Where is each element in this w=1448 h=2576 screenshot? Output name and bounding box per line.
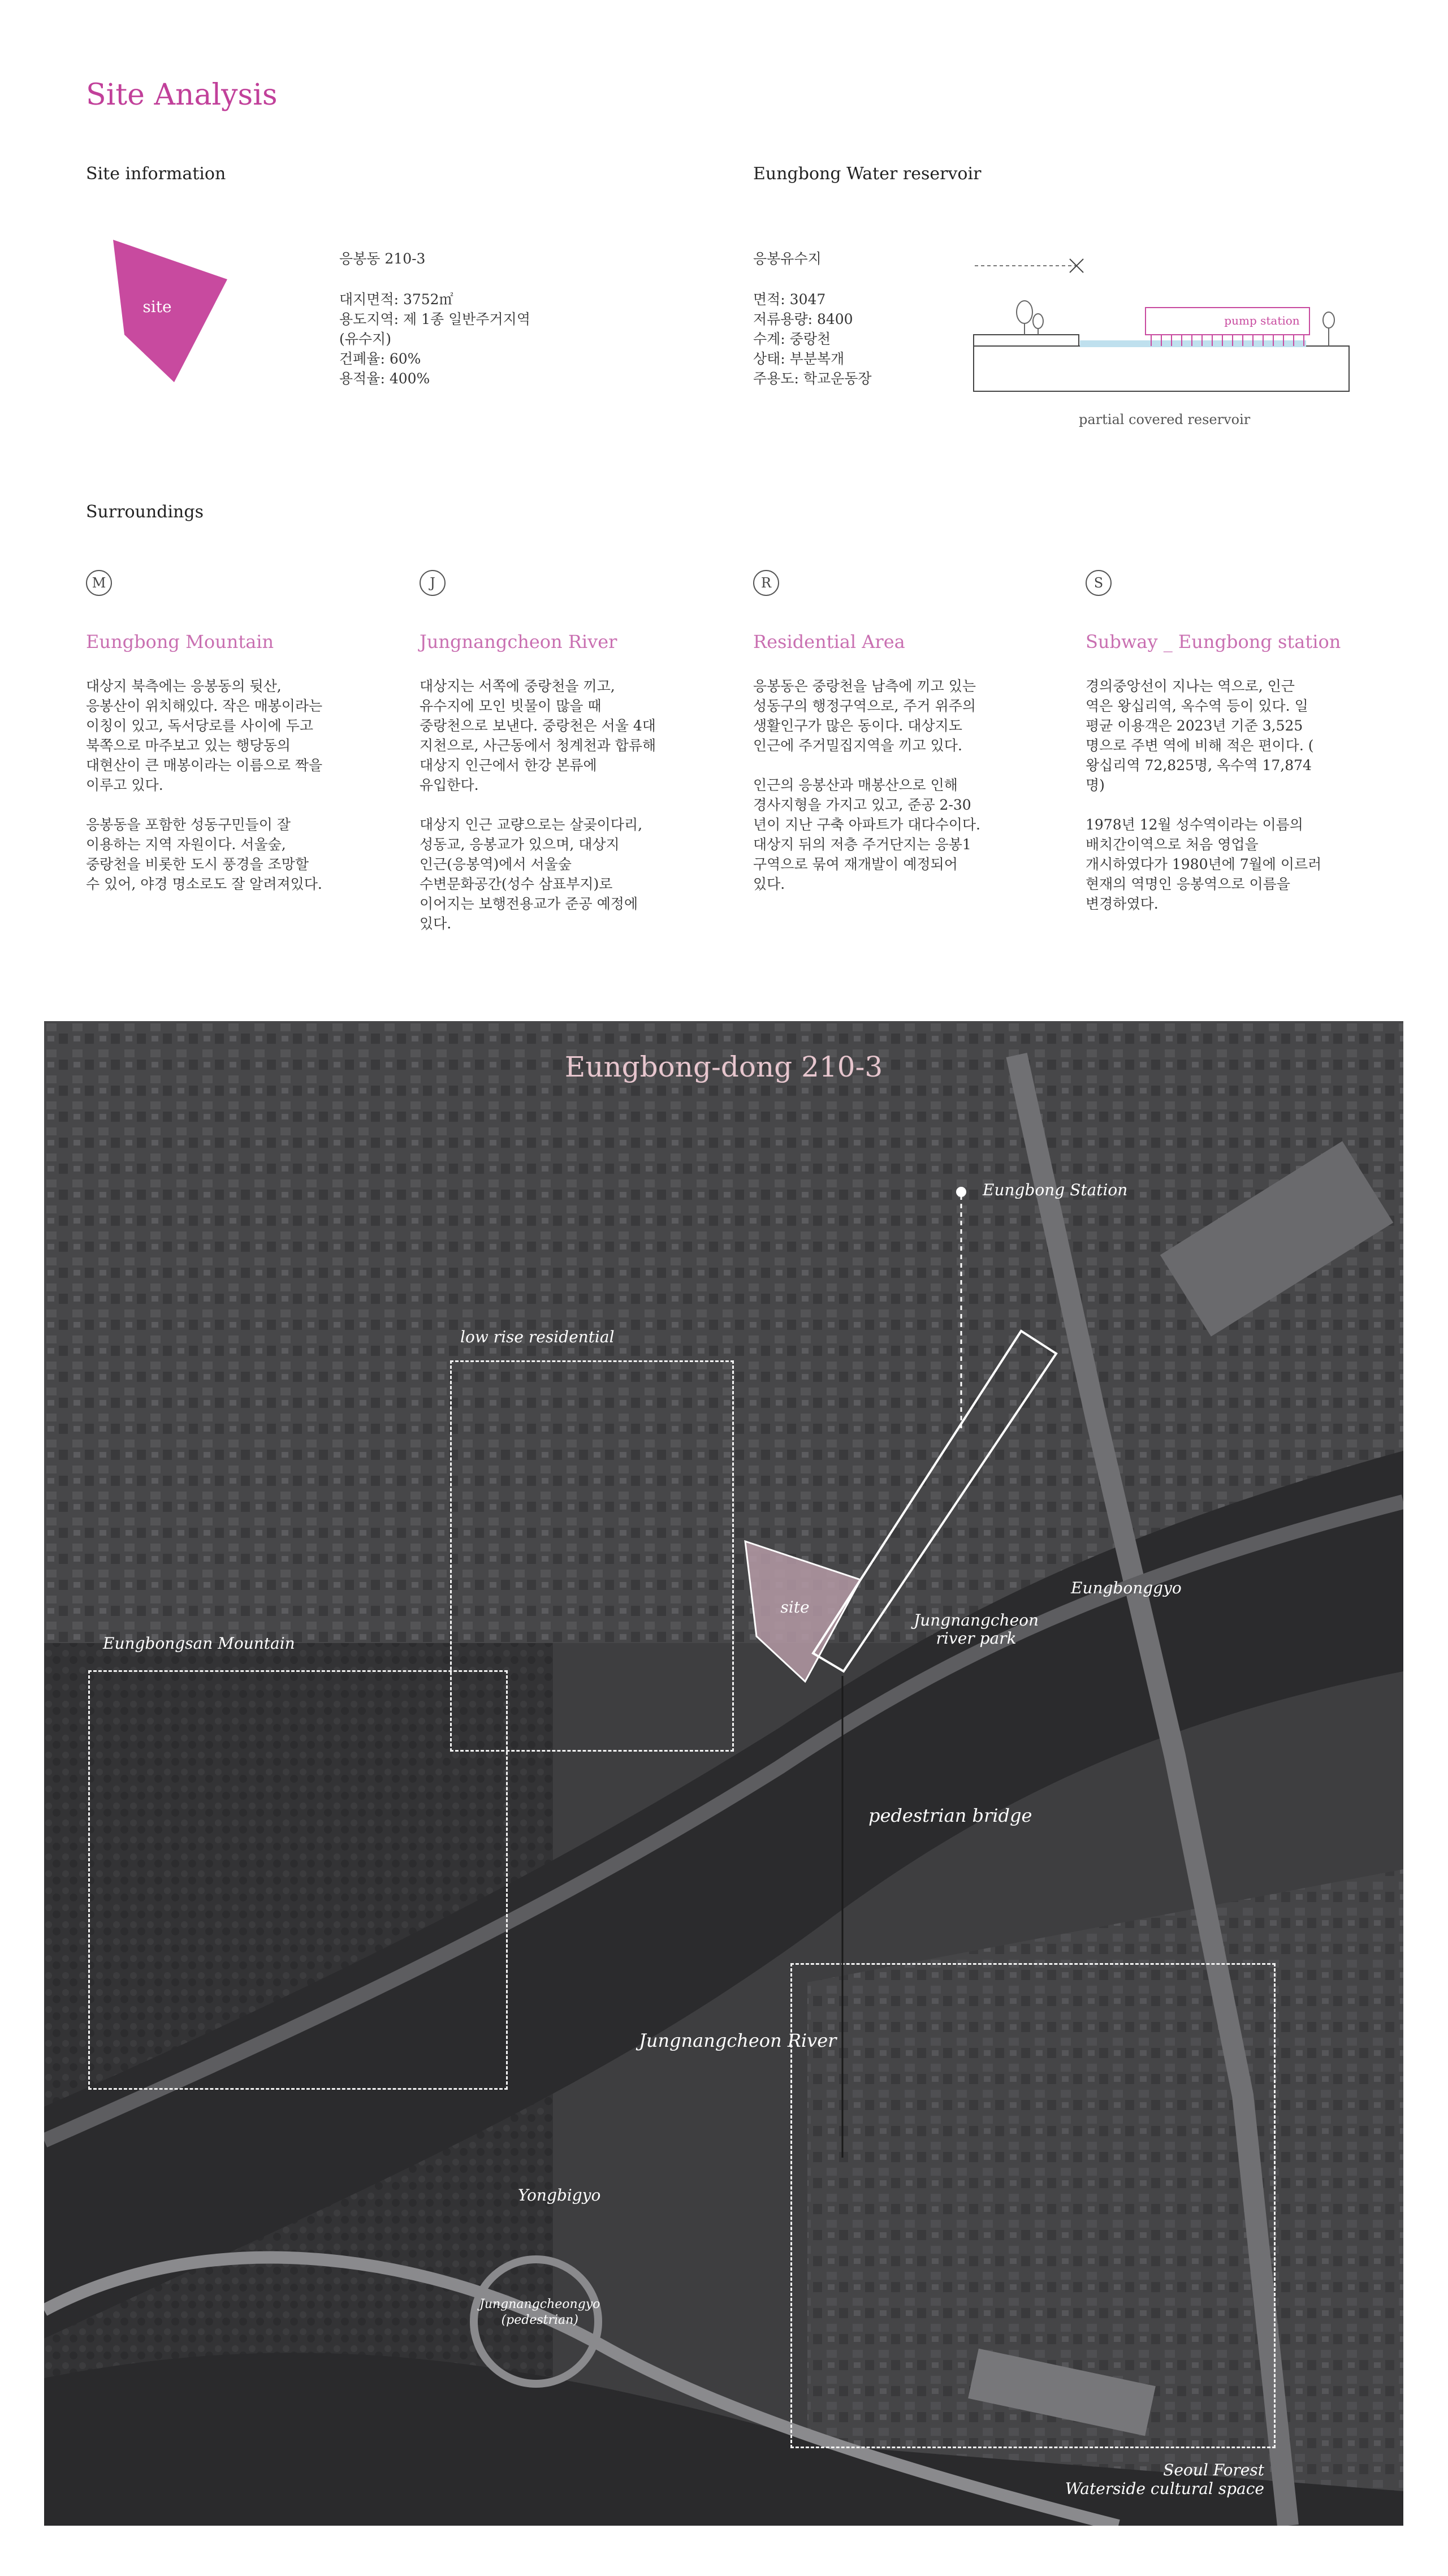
reservoir-details: 면적: 3047 저류용량: 8400 수계: 중랑천 상태: 부분복개 주용도: 학교운동장 bbox=[753, 291, 872, 387]
pump-station-label: pump station bbox=[1224, 314, 1300, 327]
pedestrian-bridge-label: pedestrian bridge bbox=[868, 1805, 1032, 1826]
column-body-river: 대상지는 서쪽에 중랑천을 끼고, 유수지에 모인 빗물이 많을 때 중랑천으로 보낸다. 중랑천은 서울 4대 지천으로, 사근동에서 청계천과 합류해 대상지 인근에서 한강 본류에 유입한다. 대상지 인근 교량으로는 살곶이다리, 성동교, 응봉교가 있으며, 대상지 인근(응봉역)에서 서울숲 수변문화공간(성수 삼표부지)로 이어지는 보행전용교가 준공 예정에 있다. bbox=[420, 678, 656, 932]
column-body-mountain: 대상지 북측에는 응봉동의 뒷산, 응봉산이 위치해있다. 작은 매봉이라는 이칭이 있고, 독서당로를 사이에 두고 북쪽으로 마주보고 있는 행당동의 대현산이 큰 매봉이라는 이름으로 짝을 이루고 있다. 응봉동을 포함한 성동구민들이 잘 이용하는 지역 자원이다. 서울숲, 중랑천을 비롯한 도시 풍경을 조망할 수 있어, 야경 명소로도 잘 알려져있다. bbox=[86, 678, 323, 892]
reservoir-section-diagram bbox=[970, 249, 1355, 401]
river-park-label: Jungnangcheon river park bbox=[914, 1611, 1039, 1648]
site-details: 대지면적: 3752㎡ 용도지역: 제 1종 일반주거지역 (유수지) 건폐율: 60% 용적율: 400% bbox=[339, 291, 530, 387]
site-info-heading: Site information bbox=[86, 164, 226, 184]
residential-marker-icon: R bbox=[753, 570, 779, 596]
eungbong-station-label: Eungbong Station bbox=[983, 1181, 1128, 1199]
site-shape-label: site bbox=[142, 297, 172, 316]
surroundings-heading: Surroundings bbox=[86, 502, 204, 522]
reservoir-caption: partial covered reservoir bbox=[1079, 412, 1251, 427]
seoul-forest-label: Seoul Forest Waterside cultural space bbox=[1065, 2461, 1264, 2498]
station-dot-icon bbox=[956, 1187, 966, 1197]
reservoir-name: 응봉유수지 bbox=[753, 250, 822, 267]
river-label: Jungnangcheon River bbox=[639, 2030, 837, 2051]
yongbigyo-label: Yongbigyo bbox=[518, 2186, 601, 2205]
reservoir-heading: Eungbong Water reservoir bbox=[753, 164, 982, 184]
page-title: Site Analysis bbox=[86, 78, 278, 112]
mountain-label: Eungbongsan Mountain bbox=[103, 1634, 295, 1653]
column-title-subway: Subway _ Eungbong station bbox=[1086, 631, 1341, 652]
column-title-mountain: Eungbong Mountain bbox=[86, 631, 274, 652]
column-body-subway: 경의중앙선이 지나는 역으로, 인근 역은 왕십리역, 옥수역 등이 있다. 일 평균 이용객은 2023년 기준 3,525 명으로 주변 역에 비해 적은 편이다. ( 왕십리역 72,825명, 옥수역 17,874 명) 1978년 12월 성수역이라는 이름의 배치간이역으로 처음 영업을 개시하였다가 1980년에 7월에 이르러 현재의 역명인 응봉역으로 이름을 변경하였다. bbox=[1086, 678, 1322, 912]
jungnangcheongyo-label: Jungnangcheongyo (pedestrian) bbox=[479, 2297, 600, 2327]
subway-marker-icon: S bbox=[1086, 570, 1112, 596]
river-marker-icon: J bbox=[420, 570, 446, 596]
map-overlay bbox=[44, 1021, 1403, 2526]
site-map-label: site bbox=[780, 1598, 810, 1617]
map-title: Eungbong-dong 210-3 bbox=[564, 1051, 883, 1083]
column-body-residential: 응봉동은 중랑천을 남측에 끼고 있는 성동구의 행정구역으로, 주거 위주의 생활인구가 많은 동이다. 대상지도 인근에 주거밀집지역을 끼고 있다. 인근의 응봉산과 매봉산으로 인해 경사지형을 가지고 있고, 준공 2-30 년이 지난 구축 아파트가 대다수이다. 대상지 뒤의 저층 주거단지는 응봉1 구역으로 묶여 재개발이 예정되어 있다. bbox=[753, 678, 980, 892]
low-rise-residential-label: low rise residential bbox=[460, 1328, 615, 1346]
site-shape bbox=[107, 236, 232, 386]
mountain-marker-icon: M bbox=[86, 570, 112, 596]
column-title-river: Jungnangcheon River bbox=[420, 631, 617, 652]
eungbonggyo-label: Eungbonggyo bbox=[1071, 1579, 1182, 1597]
column-title-residential: Residential Area bbox=[753, 631, 905, 652]
aerial-map bbox=[44, 1021, 1403, 2526]
site-address: 응봉동 210-3 bbox=[339, 250, 426, 267]
